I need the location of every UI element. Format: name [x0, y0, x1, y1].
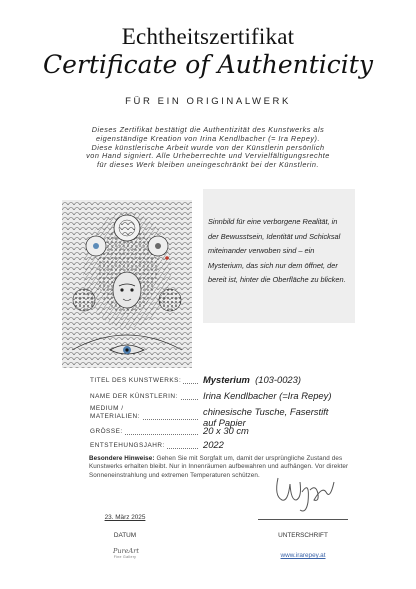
medium-label-line2: MATERIALIEN:: [90, 413, 140, 420]
intro-line: Dieses Zertifikat bestätigt die Authentizität des Kunstwerks als: [91, 125, 325, 134]
intro-line: eigenständige Kreation von Irina Kendlbacher (= Ira Repey).: [95, 133, 320, 143]
intro-line: für dieses Werk bleiben uneingeschränkt bei der Künstlerin.: [96, 160, 320, 170]
intro-line: Diese künstlerische Arbeit wurde von der Künstlerin persönlich: [91, 142, 325, 152]
title-label: TITEL DES KUNSTWERKS:: [90, 377, 182, 384]
quote-line: Sinnbild für eine verborgene Realität, in: [208, 217, 338, 226]
issue-date: 23. März 2025: [104, 514, 146, 521]
certificate-title-english: Certificate of Authenticity: [43, 50, 373, 79]
medium-value-line1: chinesische Tusche, Faserstift: [203, 406, 329, 417]
artwork-code: (103-0023): [255, 374, 301, 385]
gallery-logo: [113, 548, 137, 564]
certificate-subtitle: FÜR EIN ORIGINALWERK: [125, 96, 291, 107]
intro-text: [60, 126, 356, 170]
medium-value-line2: auf Papier: [203, 416, 246, 428]
intro-line: von Hand signiert. Alle Urheberrechte und Vervielfältigungsrechte: [86, 151, 330, 161]
quote-line: Mysterium, das sich nur dem öffnet, der: [208, 260, 338, 270]
website-link[interactable]: www.irarepey.at: [280, 552, 326, 559]
notes-label: Besondere Hinweise:: [89, 455, 155, 462]
logo-text: PureArt: [113, 547, 139, 555]
artwork-size: 20 x 30 cm: [203, 425, 249, 436]
artist-label: NAME DER KÜNSTLERIN:: [90, 393, 178, 400]
quote-line: bereit ist, hinter die Oberfläche zu blicken.: [208, 275, 346, 285]
signature-line: [258, 519, 348, 520]
quote-line: der Bewusstsein, Identität und Schicksal: [208, 231, 341, 241]
size-label: GRÖSSE:: [90, 428, 123, 435]
certificate-title-german: Echtheitszertifikat: [121, 24, 295, 49]
notes-text: Gehen Sie mit Sorgfalt um, damit der ursprüngliche Zustand des Kunstwerks erhalten bleibt. Nur in Innenräumen aufbewahren und aufhängen. Vor direkter Sonneneinstrahlung und extremen Temperaturen schützen.: [89, 455, 349, 479]
quote-line: miteinander verwoben sind – ein: [208, 246, 315, 256]
signature-label: UNTERSCHRIFT: [278, 532, 328, 539]
artwork-title: Mysterium: [203, 374, 250, 385]
artist-signature: [264, 470, 344, 518]
artist-name: Irina Kendlbacher (=Ira Repey): [203, 390, 332, 401]
logo-subtext: Fine Gallery: [113, 555, 137, 559]
medium-label-line1: MEDIUM /: [90, 405, 124, 412]
date-label: DATUM: [113, 532, 137, 539]
artwork-image: [62, 200, 192, 368]
year-label: ENTSTEHUNGSJAHR:: [90, 442, 165, 449]
artwork-description: [208, 215, 350, 288]
creation-year: 2022: [203, 439, 224, 450]
